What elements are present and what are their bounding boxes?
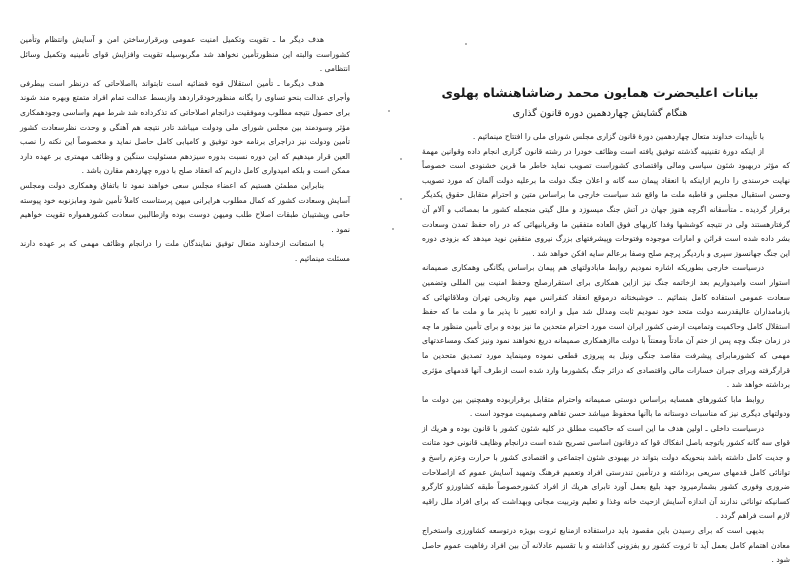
right-page-body — [422, 130, 790, 568]
paragraph-domestic-policy: درسیاست داخلی ـ اولین هدف ما این است که حاکمیت مطلق در کلیه شئون کشور با قانون بوده و هریك از قوای سه گانه کشور باتوجه باصل انفکاك قوا که درقانون اساسی تصریح شده است درانجام وظایف قانونی خود متانت و جدیت کامل داشته باشد بنحویکه دولت بتواند در بهبودی شئون اجتماعی و اقتصادی کشور با حرارت وعزم راسخ و توانائی کامل قدمهای سریعی برداشته و درتأمین تندرستی افراد وتعمیم فرهنگ وتمهید آسایش عموم که ازاصلاحات ضروری وفوری کشور بشمارمیرود جهد بلیغ بعمل آورد تابرای هریك از افراد کشورخصوصاً طبقه کشاورزو کارگرو کسانیکه توانائی ندارند آن اندازه آسایش ازحیث خانه وغذا و تعلیم وتربیت مجانی وبهداشت که برای افراد ملل راقیه لازم است فراهم گردد . — [422, 423, 790, 521]
paragraph-closing-prayer: با استعانت ازخداوند متعال توفیق نمایندگان ملت را درانجام وظائف مهمی که بر عهده دارند مسئلت مینمائیم . — [20, 239, 350, 263]
scan-speck — [400, 158, 402, 160]
scan-speck — [400, 198, 402, 200]
page-title: بیانات اعلیحضرت همایون محمد رضاشاهنشاه پهلوی — [441, 85, 759, 100]
left-page-body — [20, 33, 350, 267]
paragraph-opening: با تأییدات خداوند متعال چهاردهمین دورهٔ قانون گزاری مجلس شورای ملی را افتتاح مینمائیم . — [472, 132, 764, 141]
paragraph-security: هدف دیگر ما ـ تقویت وتکمیل امنیت عمومی وبرقرارساختن امن و آسایش وانتظام وتأمین کشوراست والبته این منظورتأمین نخواهد شد مگربوسیله تقویت وافزایش قوای تأمینیه وتکمیل وسائل انتظامی . — [20, 35, 350, 74]
paragraph-resources: بدیهی است که برای رسیدن باین مقصود باید دراستفاده ازمنابع ثروت بویژه درتوسعه کشاورزی واستخراج معادن اهتمام کامل بعمل آید تا ثروت کشور رو بفزونی گذاشته و با تقسیم عادلانه آن بین افراد رفاهیت عموم حاصل شود . — [422, 526, 790, 565]
scan-speck — [388, 110, 390, 112]
paragraph-neighbors: روابط مابا کشورهای همسایه براساس دوستی صمیمانه واحترام متقابل برقراربوده وهمچنین بین دولت ما ودولتهای دیگری نیز که مناسبات دوستانه ما باآنها محفوظ میباشد حسن تفاهم وصمیمیت موجود است . — [422, 394, 790, 419]
paragraph-cooperation: بنابراین مطمئن هستیم که اعضاء مجلس سعی خواهند نمود تا باتفاق وهمکاری دولت ومجلس آسایش وسعادت کشور که کمال مطلوب هرایرانی میهن پرستاست کاملاً تأمین شود ومابزنوبه خود پیوسته حامی وپشتیبان طبقات اصلاح طلب ومیهن دوست بوده وازطالبین سعادت کشورهمواره تقویت خواهیم نمود . — [20, 180, 350, 234]
paragraph-foreign-policy: درسیاست خارجی بطوریکه اشاره نمودیم روابط مابادولتهای هم پیمان براساس یگانگی وهمکاری صمیمانه استوار است وامیدواریم بعد ازخاتمه جنگ نیز ازاین همکاری برای استقرارصلح وحفظ امنیت بین المللی وتضمین سعادت عمومی استفاده کامل بنمائیم .. خوشبختانه درموقع انعقاد کنفرانس مهم وتاریخی تهران وملاقاتهائی که بازمامداران عالیقدرسه دولت متحد خود نمودیم ثابت ومدلل شد میل و اراده تغییر نا پذیر ما و ملت ما که حفظ استقلال کامل وحاکمیت وتمامیت ارضی کشور ایران است مورد احترام متحدین ما نیز بوده و برای تأمین منظور ما چه در زمان جنگ وچه پس از ختم آن مادتاً ومعنتاً با دولت ماازهمکاری صمیمانه دریغ نخواهند نمود ونیز کمک ومساعدتهای مهمی که کشورمابرای پیشرفت مقاصد جنگی ونیل به پیروزی قطعی نموده ومینماید مورد تصدیق متحدین ما قرارگرفته وبرای جبران خسارات مالی واقتصادی که دراثر جنگ بکشورما وارد شده است ازطرف آنها قدمهای مؤثری برداشته خواهد شد . — [422, 263, 790, 390]
paragraph-previous-session: از اینکه دورهٔ تقنینیه گذشته توفیق یافته است وظائف خودرا در رشته قانون گزاری انجام داده وقوانین مهمهٔ که مؤثر دربهبود شئون سیاسی ومالی واقتصادی کشوراست تصویب نماید خاطر ما قرین خشنودی است خصوصاً نهایت خرسندی را داریم ازاینکه با انعقاد پیمان سه گانه و اعلان جنگ دولت ما برعلیه دولت آلمان که مورد تصویب وحسن استقبال مجلس و قاطبه ملت ما واقع شد سیاست خارجی ما براساس متین و احترام متقابل حقوق یکدیگر برقرار گردیده ـ متأسفانه اگرچه هنوز جهان در آتش جنگ میسوزد و ملل گیتی منجمله کشور ما بمصائب و آلام آن گرفتارهستند ولی در نتیجه کوششها وفدا کاریهای فوق العاده متفقین ما وقربانیهائی که در راه حفظ تمدن وسعادت بشر داده شده است قرائن و امارات موجوده وفتوحات وپیشرفتهای بزرگ نیروی متفقین نوید میدهد که بزودی دوره این جنگ جهانسوز سپری و باردیگر پرچم صلح وصفا برعالم سایه افکن خواهد شد . — [422, 146, 790, 258]
left-page — [0, 0, 400, 559]
scan-speck — [465, 43, 467, 45]
paragraph-judiciary: هدف دیگرما ـ تأمین استقلال قوه قضائیه است تابتواند بااصلاحاتی که درنظر است بیطرفی وأجرای عدالت بنحو تساوی را یگانه منظورخودقراردهد وازبسط عدالت تمام افراد متمتع وبهره مند شوند برای حصول نتیجه مطلوب وموفقیت درانجام اصلاحاتی که تذکرداده شد شرط مهم واساسی وجودهمکاری مؤثر وسودمند بین مجلس شورای ملی ودولت میباشد تادر نتیجه هم آهنگی و وحدت نظرسعادت کشور تأمین ودولت نیز دراجرای برنامه خود توفیق و کامیابی کامل حاصل نماید و مخصوصاً این نکته را نصب العین قرار میدهیم که این دوره نسبت بدوره سیزدهم مسئولیت سنگین و وظائف مهمتری بر عهده دارد ممکن است و بلکه امیدواری کامل داریم که انعقاد صلح با دوره چهاردهم مقارن باشد . — [20, 78, 350, 176]
scan-speck — [392, 228, 394, 230]
page-subtitle: هنگام گشایش چهاردهمین دوره قانون گذاری — [512, 108, 688, 119]
right-page — [400, 0, 800, 565]
